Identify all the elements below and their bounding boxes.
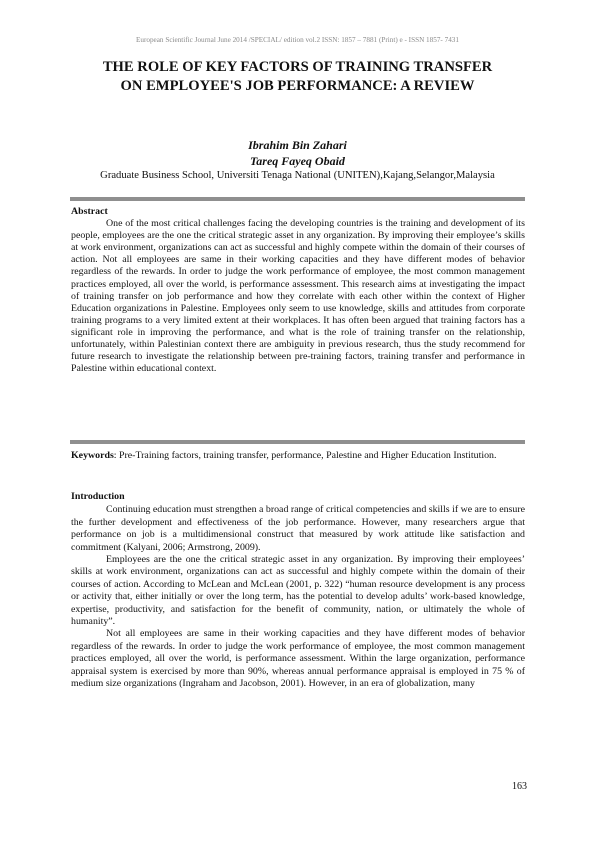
- author-name: Tareq Fayeq Obaid: [250, 154, 345, 168]
- abstract-top-rule: [70, 197, 525, 201]
- introduction-paragraph: Not all employees are same in their working capacities and they have different modes of behavior regardless of the rewards. In order to judge the work performance of employee, the most common management practices employed, all over the world, is performance assessment. Within the large organization, performance appraisal system is exercised by more than 90%, whereas annual performance appraisal is employed in 75 % of medium size organizations (Ingraham and Jacobson, 2001). However, in an era of globalization, many: [71, 628, 525, 690]
- keywords-label: Keywords: [71, 450, 114, 461]
- page-number: 163: [512, 781, 527, 792]
- introduction-section: [71, 491, 525, 691]
- abstract-section: [71, 206, 525, 375]
- author-affiliation: Graduate Business School, Universiti Tenaga National (UNITEN),Kajang,Selangor,Malaysia: [100, 170, 495, 181]
- title-line-1: THE ROLE OF KEY FACTORS OF TRAINING TRANSFER: [102, 59, 493, 75]
- title-line-2: ON EMPLOYEE'S JOB PERFORMANCE: A REVIEW: [120, 78, 475, 94]
- introduction-paragraph: Continuing education must strengthen a broad range of critical competencies and skills if we are to ensure the further development and effectiveness of the job performance. However, many researchers argue that performance on job is a multidimensional construct that measured by work attitude like satisfaction and commitment (Kalyani, 2006; Armstrong, 2009).: [71, 504, 526, 553]
- paper-title: [60, 58, 535, 96]
- abstract-heading: Abstract: [71, 206, 108, 217]
- keywords-section: [71, 450, 525, 462]
- introduction-heading: Introduction: [71, 491, 125, 502]
- introduction-paragraph: Employees are the one the critical strategic asset in any organization. By improving their employees’ skills at work environment, organizations can act as successful and highly compete within the domain of their courses of action. According to McLean and McLean (2001, p. 322) “human resource development is any process or activity that, either initially or over the long term, has the potential to develop adults’ work-based knowledge, expertise, productivity, and satisfaction for the benefit of community, nation, or ultimately the whole of humanity”.: [71, 554, 525, 628]
- abstract-text: One of the most critical challenges facing the developing countries is the training and development of its people, employees are the one the critical strategic asset in any organization. By improving their employee’s skills at work environment, organizations can act as successful and highly compete within the domain of their courses of action. Not all employees are same in their working capacities and they have different modes of behavior regardless of the rewards. In order to judge the work performance of employee, the most common management practices employed, all over the world, is performance assessment. This research aims at investigating the impact of training transfer on job performance and how they correlate with each other within the context of Higher Education organizations in Palestine. Employees only seem to use knowledge, skills and attitudes from corporate training programs to a very limited extent at their workplaces. It has often been argued that training factors has a significant role in improving the performance, and what is the role of training transfer on the relationship, unfortunately, within Palestinian context there are ambiguity in previous research, thus the study recommend for future research to investigate the relationship between pre-training factors, training transfer and performance in Palestine within educational context.: [71, 218, 525, 375]
- keywords-text: : Pre-Training factors, training transfer, performance, Palestine and Higher Education Institution.: [113, 450, 497, 461]
- abstract-bottom-rule: [70, 440, 525, 444]
- running-header: European Scientific Journal June 2014 /SPECIAL/ edition vol.2 ISSN: 1857 – 7881 (Print) e - ISSN 1857- 7431: [135, 36, 459, 44]
- author-name: Ibrahim Bin Zahari: [248, 138, 347, 152]
- author-list: [0, 137, 595, 169]
